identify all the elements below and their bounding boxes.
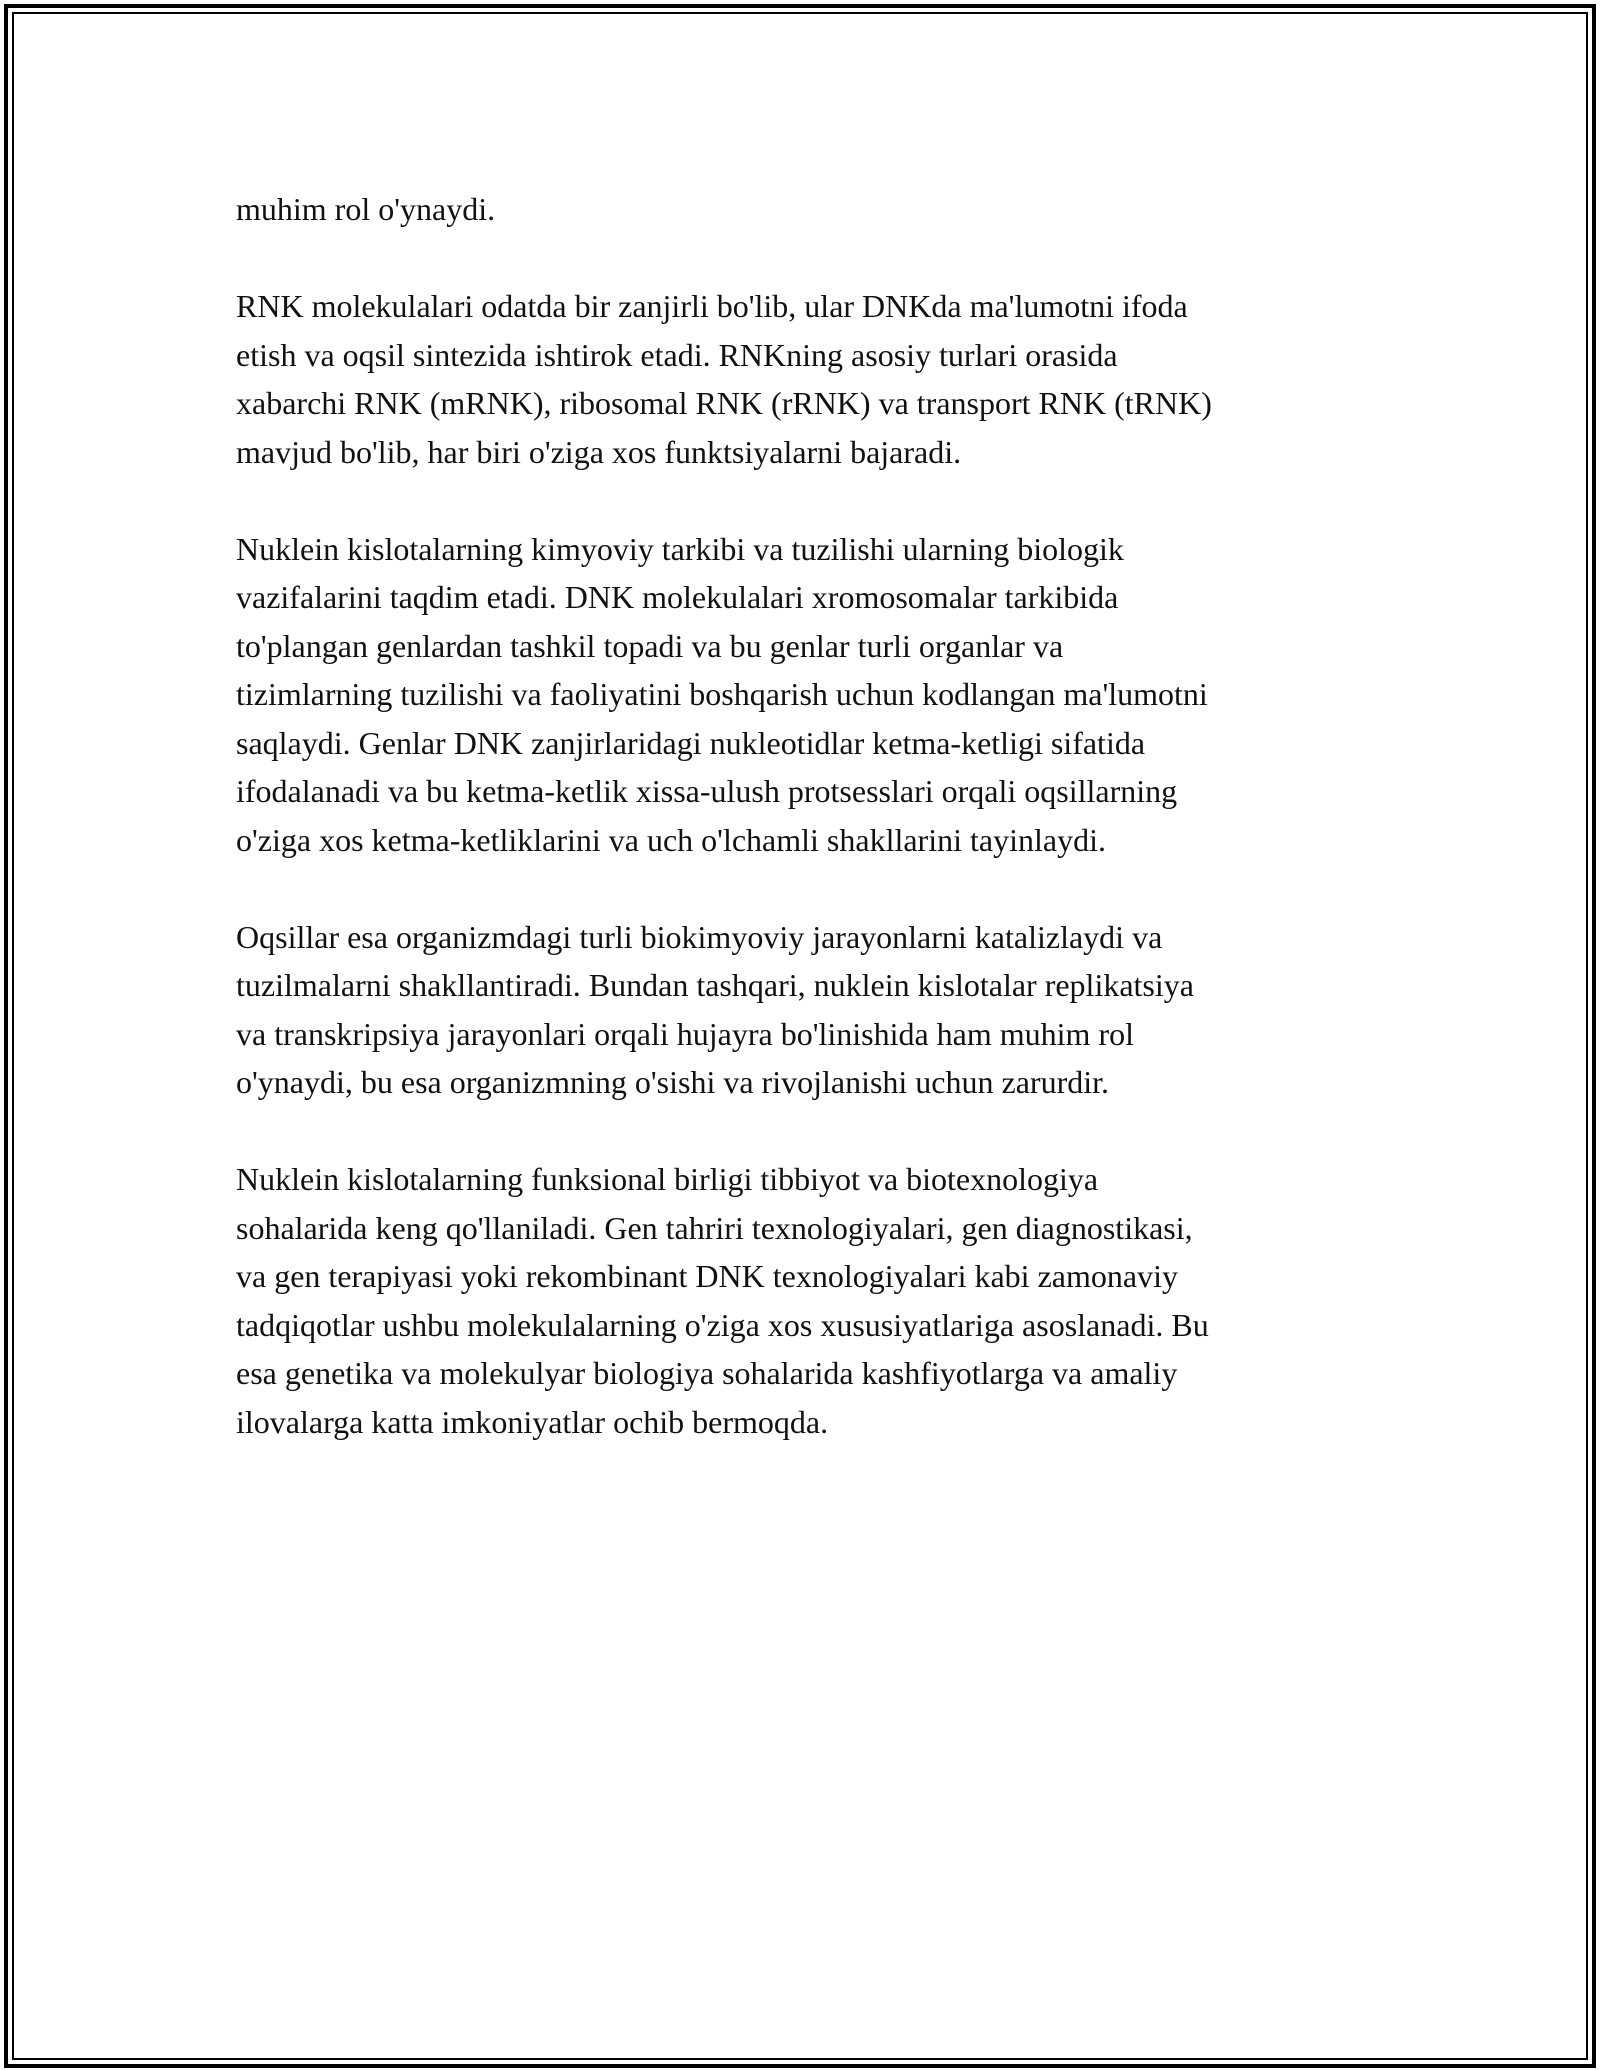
document-body <box>236 185 1396 1495</box>
paragraph-3: Nuklein kislotalarning kimyoviy tarkibi va tuzilishi ularning biologik vazifalarini taqdim etadi. DNK molekulalari xromosomalar tarkibida to'plangan genlardan tashkil topadi va bu genlar turli organlar va tizimlarning tuzilishi va faoliyatini boshqarish uchun kodlangan ma'lumotni saqlaydi. Genlar DNK zanjirlaridagi nukleotidlar ketma-ketligi sifatida ifodalanadi va bu ketma-ketlik xissa-ulush protsesslari orqali oqsillarning o'ziga xos ketma-ketliklarini va uch o'lchamli shakllarini tayinlaydi. <box>236 530 1208 858</box>
paragraph-1: muhim rol o'ynaydi. <box>236 191 496 227</box>
paragraph-2: RNK molekulalari odatda bir zanjirli bo'lib, ular DNKda ma'lumotni ifoda etish va oqsil sintezida ishtirok etadi. RNKning asosiy turlari orasida xabarchi RNK (mRNK), ribosomal RNK (rRNK) va transport RNK (tRNK) mavjud bo'lib, har biri o'ziga xos funktsiyalarni bajaradi. <box>236 288 1212 470</box>
paragraph-4: Oqsillar esa organizmdagi turli biokimyoviy jarayonlarni katalizlaydi va tuzilmalarni shakllantiradi. Bundan tashqari, nuklein kislotalar replikatsiya va transkripsiya jarayonlari orqali hujayra bo'linishida ham muhim rol o'ynaydi, bu esa organizmning o'sishi va rivojlanishi uchun zarurdir. <box>236 918 1194 1100</box>
paragraph-5: Nuklein kislotalarning funksional birligi tibbiyot va biotexnologiya sohalarida keng qo'llaniladi. Gen tahriri texnologiyalari, gen diagnostikasi, va gen terapiyasi yoki rekombinant DNK texnologiyalari kabi zamonaviy tadqiqotlar ushbu molekulalarning o'ziga xos xususiyatlariga asoslanadi. Bu esa genetika va molekulyar biologiya sohalarida kashfiyotlarga va amaliy ilovalarga katta imkoniyatlar ochib bermoqda. <box>236 1161 1209 1440</box>
